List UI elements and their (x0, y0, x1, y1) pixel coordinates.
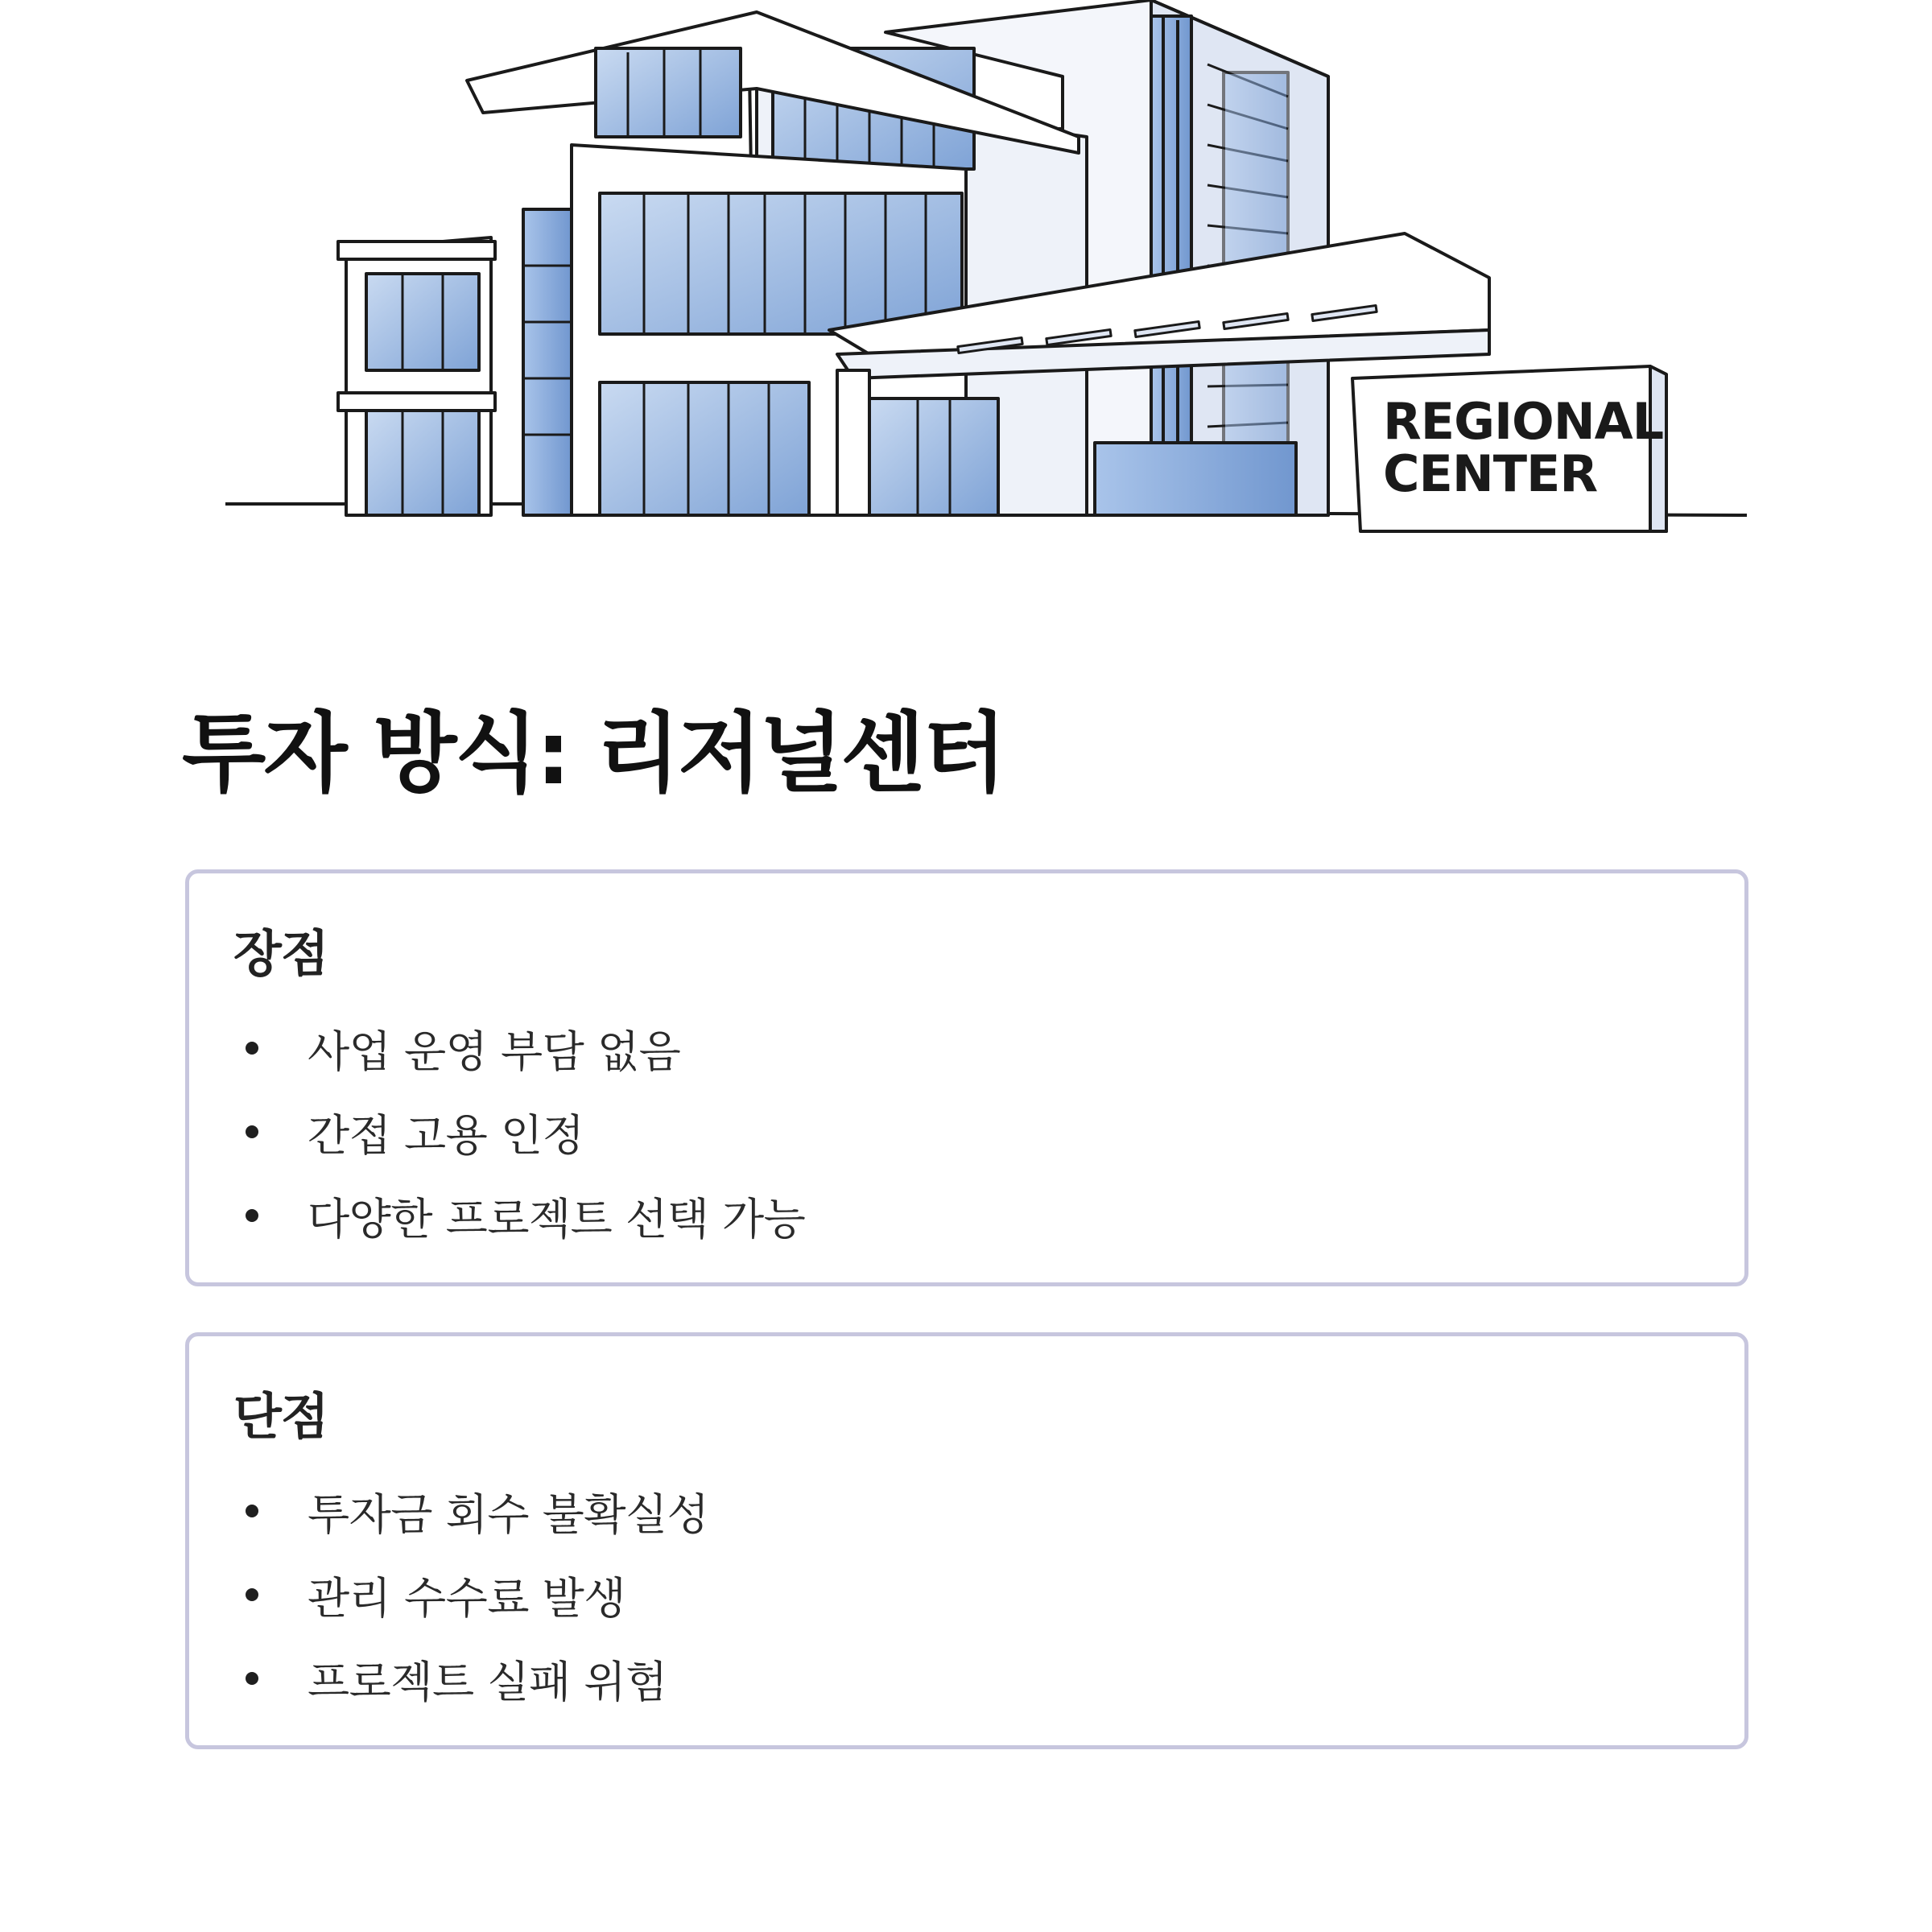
list-item (233, 1553, 708, 1637)
list-item (233, 1469, 708, 1553)
list-item (233, 1006, 805, 1090)
pros-list (233, 1006, 805, 1257)
bullet-icon (246, 1588, 258, 1601)
pros-card (185, 869, 1748, 1286)
pros-heading: 장점 (233, 924, 328, 983)
list-item-text: 투자금 회수 불확실성 (308, 1488, 709, 1540)
list-item (233, 1174, 805, 1257)
cons-card (185, 1332, 1748, 1749)
sign-line-2: CENTER (1383, 444, 1598, 503)
hero-illustration (0, 0, 1932, 535)
list-item (233, 1090, 805, 1174)
building-illustration (0, 0, 1932, 535)
bullet-icon (246, 1672, 258, 1685)
bullet-icon (246, 1042, 258, 1055)
list-item-text: 사업 운영 부담 없음 (308, 1026, 681, 1077)
page-title: 투자 방식: 리저널센터 (182, 704, 1005, 804)
list-item-text: 간접 고용 인정 (308, 1109, 584, 1161)
list-item-text: 프로젝트 실패 위험 (308, 1656, 667, 1707)
cons-list (233, 1469, 708, 1720)
list-item-text: 다양한 프로젝트 선택 가능 (308, 1193, 806, 1245)
bullet-icon (246, 1505, 258, 1517)
list-item (233, 1637, 708, 1720)
bullet-icon (246, 1125, 258, 1138)
cons-heading: 단점 (233, 1387, 328, 1446)
bullet-icon (246, 1209, 258, 1222)
list-item-text: 관리 수수료 발생 (308, 1572, 625, 1624)
sign-line-1: REGIONAL (1383, 392, 1664, 451)
